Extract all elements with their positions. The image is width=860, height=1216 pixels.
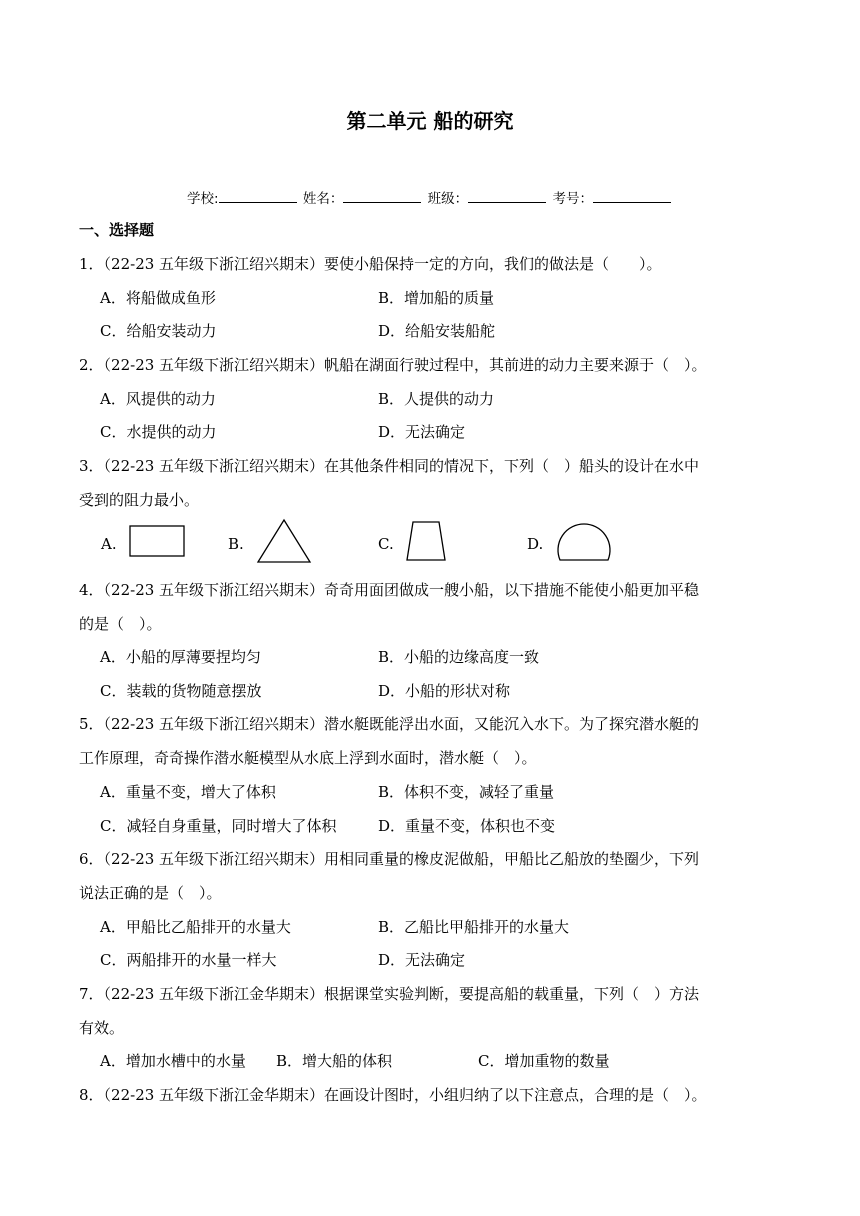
class-label: 班级： bbox=[427, 191, 469, 207]
q2-option-c: C．水提供的动力 bbox=[100, 423, 217, 441]
question-2: 2．（22-23 五年级下浙江绍兴期末）帆船在湖面行驶过程中，其前进的动力主要来源于（ ）。 bbox=[79, 356, 707, 374]
q4-option-a: A．小船的厚薄要捏均匀 bbox=[100, 648, 261, 666]
class-blank bbox=[468, 190, 546, 203]
exam-no-blank bbox=[593, 190, 671, 203]
q4-option-d: D．小船的形状对称 bbox=[378, 682, 511, 700]
question-5-line2: 工作原理，奇奇操作潜水艇模型从水底上浮到水面时，潜水艇（ ）。 bbox=[79, 749, 537, 767]
exam-no-label: 考号： bbox=[552, 191, 593, 207]
q3-option-b: B. bbox=[228, 535, 244, 553]
q2-option-d: D．无法确定 bbox=[378, 423, 466, 441]
question-5: 5．（22-23 五年级下浙江绍兴期末）潜水艇既能浮出水面，又能沉入水下。为了探究潜水艇的 bbox=[79, 715, 700, 733]
page-title: 第二单元 船的研究 bbox=[346, 109, 514, 133]
section-heading: 一、选择题 bbox=[79, 221, 155, 239]
question-1: 1．（22-23 五年级下浙江绍兴期末）要使小船保持一定的方向，我们的做法是（ ）。 bbox=[79, 255, 662, 273]
name-blank bbox=[343, 190, 421, 203]
school-label: 学校: bbox=[187, 191, 219, 207]
q2-option-b: B．人提供的动力 bbox=[378, 390, 495, 408]
q6-option-a: A．甲船比乙船排开的水量大 bbox=[100, 918, 291, 936]
school-blank bbox=[219, 190, 297, 203]
trapezoid-shape-icon bbox=[405, 520, 447, 562]
question-6: 6．（22-23 五年级下浙江绍兴期末）用相同重量的橡皮泥做船，甲船比乙船放的垫圈少，下列 bbox=[79, 850, 700, 868]
q3-option-c: C. bbox=[378, 535, 394, 553]
question-7: 7．（22-23 五年级下浙江金华期末）根据课堂实验判断，要提高船的载重量，下列（ ）方法 bbox=[79, 985, 700, 1003]
q5-option-c: C．减轻自身重量，同时增大了体积 bbox=[100, 817, 337, 835]
q4-option-b: B．小船的边缘高度一致 bbox=[378, 648, 540, 666]
q6-option-b: B．乙船比甲船排开的水量大 bbox=[378, 918, 570, 936]
q7-option-b: B．增大船的体积 bbox=[276, 1052, 393, 1070]
rectangle-shape-icon bbox=[128, 524, 186, 558]
question-8: 8．（22-23 五年级下浙江金华期末）在画设计图时，小组归纳了以下注意点，合理的是（ ）。 bbox=[79, 1086, 707, 1104]
student-info-line bbox=[0, 187, 860, 207]
q7-option-a: A．增加水槽中的水量 bbox=[100, 1052, 246, 1070]
q1-option-c: C．给船安装动力 bbox=[100, 322, 217, 340]
q1-option-b: B．增加船的质量 bbox=[378, 289, 495, 307]
question-4-line2: 的是（ ）。 bbox=[79, 615, 162, 633]
q5-option-d: D．重量不变，体积也不变 bbox=[378, 817, 556, 835]
q4-option-c: C．装载的货物随意摆放 bbox=[100, 682, 262, 700]
q6-option-c: C．两船排开的水量一样大 bbox=[100, 951, 277, 969]
name-label: 姓名： bbox=[302, 191, 344, 207]
q6-option-d: D．无法确定 bbox=[378, 951, 466, 969]
q1-option-d: D．给船安装船舵 bbox=[378, 322, 496, 340]
question-3-line2: 受到的阻力最小。 bbox=[79, 491, 200, 509]
question-4: 4．（22-23 五年级下浙江绍兴期末）奇奇用面团做成一艘小船，以下措施不能使小船更加平稳 bbox=[79, 581, 700, 599]
q2-option-a: A．风提供的动力 bbox=[100, 390, 216, 408]
question-7-line2: 有效。 bbox=[79, 1019, 125, 1037]
semicircle-shape-icon bbox=[554, 520, 614, 564]
question-6-line2: 说法正确的是（ ）。 bbox=[79, 884, 222, 902]
q3-option-a: A. bbox=[101, 535, 117, 553]
q1-option-a: A．将船做成鱼形 bbox=[100, 289, 216, 307]
q3-option-d: D. bbox=[527, 535, 544, 553]
question-3: 3．（22-23 五年级下浙江绍兴期末）在其他条件相同的情况下，下列（ ）船头的设计在水中 bbox=[79, 457, 700, 475]
q7-option-c: C．增加重物的数量 bbox=[478, 1052, 610, 1070]
triangle-shape-icon bbox=[255, 518, 313, 564]
q5-option-a: A．重量不变，增大了体积 bbox=[100, 783, 276, 801]
q5-option-b: B．体积不变，减轻了重量 bbox=[378, 783, 555, 801]
